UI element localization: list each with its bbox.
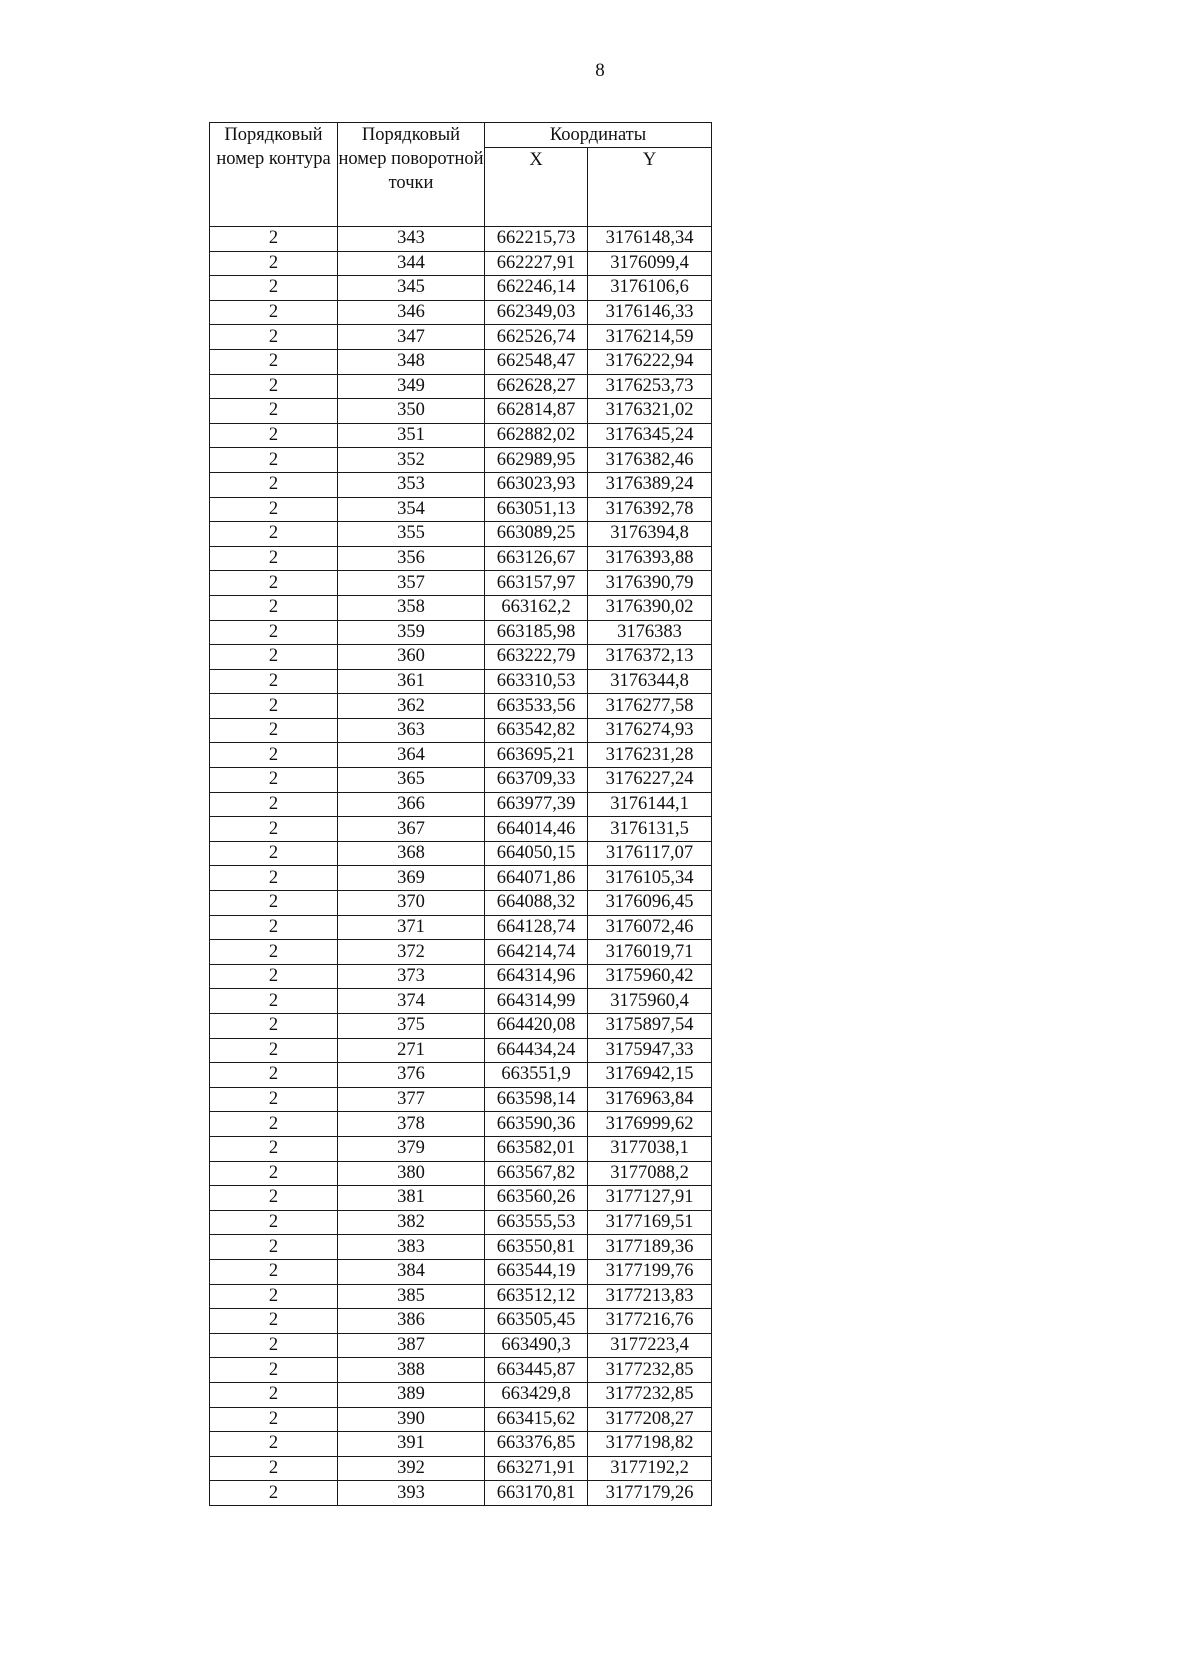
cell-x: 664420,08 — [485, 1014, 588, 1039]
cell-x: 662814,87 — [485, 399, 588, 424]
cell-contour-number: 2 — [210, 325, 338, 350]
cell-y: 3177192,2 — [588, 1456, 712, 1481]
cell-point-number: 359 — [338, 620, 485, 645]
cell-contour-number: 2 — [210, 571, 338, 596]
cell-x: 663126,67 — [485, 546, 588, 571]
cell-point-number: 349 — [338, 374, 485, 399]
cell-point-number: 345 — [338, 276, 485, 301]
cell-contour-number: 2 — [210, 1063, 338, 1088]
cell-y: 3177088,2 — [588, 1161, 712, 1186]
cell-point-number: 383 — [338, 1235, 485, 1260]
table-body — [210, 227, 712, 1506]
cell-contour-number: 2 — [210, 546, 338, 571]
cell-contour-number: 2 — [210, 1210, 338, 1235]
table-row — [210, 1309, 712, 1334]
cell-point-number: 377 — [338, 1087, 485, 1112]
cell-x: 663542,82 — [485, 718, 588, 743]
cell-contour-number: 2 — [210, 423, 338, 448]
cell-contour-number: 2 — [210, 1333, 338, 1358]
table-row — [210, 964, 712, 989]
cell-x: 663222,79 — [485, 645, 588, 670]
table-row — [210, 1456, 712, 1481]
cell-contour-number: 2 — [210, 448, 338, 473]
cell-point-number: 381 — [338, 1186, 485, 1211]
cell-y: 3177232,85 — [588, 1382, 712, 1407]
cell-x: 663512,12 — [485, 1284, 588, 1309]
cell-x: 664071,86 — [485, 866, 588, 891]
cell-point-number: 364 — [338, 743, 485, 768]
cell-point-number: 355 — [338, 522, 485, 547]
cell-x: 663162,2 — [485, 595, 588, 620]
cell-x: 663709,33 — [485, 768, 588, 793]
cell-y: 3176372,13 — [588, 645, 712, 670]
cell-x: 663550,81 — [485, 1235, 588, 1260]
cell-y: 3177189,36 — [588, 1235, 712, 1260]
cell-x: 662246,14 — [485, 276, 588, 301]
cell-x: 664434,24 — [485, 1038, 588, 1063]
cell-x: 664088,32 — [485, 891, 588, 916]
cell-contour-number: 2 — [210, 1259, 338, 1284]
table-row — [210, 1432, 712, 1457]
cell-contour-number: 2 — [210, 718, 338, 743]
table-row — [210, 1382, 712, 1407]
cell-y: 3176390,02 — [588, 595, 712, 620]
table-row — [210, 1481, 712, 1506]
table-row — [210, 1210, 712, 1235]
cell-y: 3176942,15 — [588, 1063, 712, 1088]
table-row — [210, 989, 712, 1014]
page-number: 8 — [595, 60, 605, 81]
cell-point-number: 376 — [338, 1063, 485, 1088]
cell-point-number: 352 — [338, 448, 485, 473]
cell-y: 3177169,51 — [588, 1210, 712, 1235]
cell-x: 663157,97 — [485, 571, 588, 596]
table-row — [210, 817, 712, 842]
cell-y: 3176321,02 — [588, 399, 712, 424]
cell-contour-number: 2 — [210, 1161, 338, 1186]
cell-point-number: 372 — [338, 940, 485, 965]
cell-x: 662628,27 — [485, 374, 588, 399]
cell-x: 663582,01 — [485, 1136, 588, 1161]
cell-y: 3176274,93 — [588, 718, 712, 743]
table-row — [210, 227, 712, 252]
cell-y: 3176277,58 — [588, 694, 712, 719]
cell-y: 3176963,84 — [588, 1087, 712, 1112]
cell-contour-number: 2 — [210, 1284, 338, 1309]
cell-point-number: 361 — [338, 669, 485, 694]
table-row — [210, 374, 712, 399]
cell-y: 3176146,33 — [588, 300, 712, 325]
cell-x: 663551,9 — [485, 1063, 588, 1088]
table-header — [210, 123, 712, 227]
cell-x: 663415,62 — [485, 1407, 588, 1432]
cell-x: 663023,93 — [485, 472, 588, 497]
cell-point-number: 344 — [338, 251, 485, 276]
cell-point-number: 390 — [338, 1407, 485, 1432]
cell-contour-number: 2 — [210, 768, 338, 793]
table-row — [210, 325, 712, 350]
cell-contour-number: 2 — [210, 817, 338, 842]
cell-y: 3177223,4 — [588, 1333, 712, 1358]
header-coordinates: Координаты — [485, 123, 712, 148]
cell-contour-number: 2 — [210, 645, 338, 670]
cell-y: 3176222,94 — [588, 349, 712, 374]
cell-point-number: 358 — [338, 595, 485, 620]
table-row — [210, 1136, 712, 1161]
table-row — [210, 768, 712, 793]
cell-point-number: 343 — [338, 227, 485, 252]
cell-contour-number: 2 — [210, 694, 338, 719]
cell-y: 3176392,78 — [588, 497, 712, 522]
cell-contour-number: 2 — [210, 964, 338, 989]
cell-x: 664214,74 — [485, 940, 588, 965]
cell-contour-number: 2 — [210, 1358, 338, 1383]
cell-y: 3176019,71 — [588, 940, 712, 965]
cell-contour-number: 2 — [210, 349, 338, 374]
cell-y: 3176131,5 — [588, 817, 712, 842]
cell-contour-number: 2 — [210, 276, 338, 301]
cell-x: 663185,98 — [485, 620, 588, 645]
table-row — [210, 1014, 712, 1039]
table-row — [210, 1235, 712, 1260]
cell-x: 663533,56 — [485, 694, 588, 719]
cell-point-number: 363 — [338, 718, 485, 743]
cell-point-number: 368 — [338, 841, 485, 866]
cell-point-number: 348 — [338, 349, 485, 374]
cell-point-number: 382 — [338, 1210, 485, 1235]
cell-x: 662526,74 — [485, 325, 588, 350]
table-row — [210, 571, 712, 596]
cell-y: 3177232,85 — [588, 1358, 712, 1383]
cell-point-number: 347 — [338, 325, 485, 350]
table-row — [210, 743, 712, 768]
table-row — [210, 891, 712, 916]
cell-x: 663598,14 — [485, 1087, 588, 1112]
cell-x: 663310,53 — [485, 669, 588, 694]
cell-contour-number: 2 — [210, 1014, 338, 1039]
cell-contour-number: 2 — [210, 1038, 338, 1063]
cell-point-number: 350 — [338, 399, 485, 424]
cell-y: 3176105,34 — [588, 866, 712, 891]
cell-x: 664128,74 — [485, 915, 588, 940]
cell-point-number: 365 — [338, 768, 485, 793]
cell-point-number: 360 — [338, 645, 485, 670]
cell-point-number: 389 — [338, 1382, 485, 1407]
cell-contour-number: 2 — [210, 743, 338, 768]
cell-x: 663505,45 — [485, 1309, 588, 1334]
cell-contour-number: 2 — [210, 1481, 338, 1506]
table-row — [210, 472, 712, 497]
cell-x: 663170,81 — [485, 1481, 588, 1506]
cell-y: 3176099,4 — [588, 251, 712, 276]
table-row — [210, 1186, 712, 1211]
header-contour-number: Порядковый номер контура — [210, 123, 338, 227]
cell-y: 3176345,24 — [588, 423, 712, 448]
cell-x: 663271,91 — [485, 1456, 588, 1481]
cell-y: 3177213,83 — [588, 1284, 712, 1309]
table-row — [210, 423, 712, 448]
table-row — [210, 1038, 712, 1063]
cell-y: 3176253,73 — [588, 374, 712, 399]
cell-contour-number: 2 — [210, 227, 338, 252]
cell-point-number: 371 — [338, 915, 485, 940]
header-point-number: Порядковый номер поворотной точки — [338, 123, 485, 227]
cell-y: 3176999,62 — [588, 1112, 712, 1137]
cell-y: 3177199,76 — [588, 1259, 712, 1284]
header-y: Y — [588, 148, 712, 227]
cell-x: 663695,21 — [485, 743, 588, 768]
cell-x: 662227,91 — [485, 251, 588, 276]
cell-contour-number: 2 — [210, 399, 338, 424]
cell-y: 3177038,1 — [588, 1136, 712, 1161]
cell-contour-number: 2 — [210, 1456, 338, 1481]
table-row — [210, 792, 712, 817]
cell-x: 663089,25 — [485, 522, 588, 547]
cell-x: 662215,73 — [485, 227, 588, 252]
cell-x: 664014,46 — [485, 817, 588, 842]
cell-x: 662349,03 — [485, 300, 588, 325]
cell-point-number: 370 — [338, 891, 485, 916]
cell-x: 663490,3 — [485, 1333, 588, 1358]
cell-contour-number: 2 — [210, 841, 338, 866]
table-row — [210, 300, 712, 325]
cell-y: 3175897,54 — [588, 1014, 712, 1039]
cell-point-number: 362 — [338, 694, 485, 719]
cell-point-number: 388 — [338, 1358, 485, 1383]
table-row — [210, 276, 712, 301]
cell-point-number: 353 — [338, 472, 485, 497]
cell-x: 662882,02 — [485, 423, 588, 448]
cell-y: 3176344,8 — [588, 669, 712, 694]
cell-contour-number: 2 — [210, 1087, 338, 1112]
table-row — [210, 1112, 712, 1137]
table-row — [210, 915, 712, 940]
cell-x: 662548,47 — [485, 349, 588, 374]
table-row — [210, 1333, 712, 1358]
cell-contour-number: 2 — [210, 1432, 338, 1457]
cell-y: 3176072,46 — [588, 915, 712, 940]
table-row — [210, 1284, 712, 1309]
cell-point-number: 356 — [338, 546, 485, 571]
cell-contour-number: 2 — [210, 1186, 338, 1211]
table-row — [210, 399, 712, 424]
cell-contour-number: 2 — [210, 1235, 338, 1260]
table-row — [210, 694, 712, 719]
cell-point-number: 384 — [338, 1259, 485, 1284]
cell-contour-number: 2 — [210, 1407, 338, 1432]
cell-x: 663429,8 — [485, 1382, 588, 1407]
cell-y: 3175960,4 — [588, 989, 712, 1014]
cell-y: 3176148,34 — [588, 227, 712, 252]
cell-contour-number: 2 — [210, 472, 338, 497]
cell-point-number: 380 — [338, 1161, 485, 1186]
cell-contour-number: 2 — [210, 915, 338, 940]
cell-contour-number: 2 — [210, 989, 338, 1014]
cell-point-number: 366 — [338, 792, 485, 817]
cell-y: 3177179,26 — [588, 1481, 712, 1506]
cell-x: 664314,99 — [485, 989, 588, 1014]
cell-point-number: 393 — [338, 1481, 485, 1506]
cell-point-number: 357 — [338, 571, 485, 596]
cell-contour-number: 2 — [210, 1112, 338, 1137]
cell-x: 663977,39 — [485, 792, 588, 817]
table-row — [210, 669, 712, 694]
cell-contour-number: 2 — [210, 522, 338, 547]
cell-x: 663051,13 — [485, 497, 588, 522]
cell-x: 663445,87 — [485, 1358, 588, 1383]
cell-contour-number: 2 — [210, 891, 338, 916]
table-row — [210, 251, 712, 276]
cell-point-number: 385 — [338, 1284, 485, 1309]
cell-x: 663560,26 — [485, 1186, 588, 1211]
cell-contour-number: 2 — [210, 1382, 338, 1407]
cell-point-number: 346 — [338, 300, 485, 325]
cell-y: 3176144,1 — [588, 792, 712, 817]
cell-point-number: 369 — [338, 866, 485, 891]
cell-point-number: 373 — [338, 964, 485, 989]
cell-x: 662989,95 — [485, 448, 588, 473]
cell-y: 3176117,07 — [588, 841, 712, 866]
cell-contour-number: 2 — [210, 620, 338, 645]
table-row — [210, 620, 712, 645]
cell-contour-number: 2 — [210, 497, 338, 522]
cell-x: 664314,96 — [485, 964, 588, 989]
cell-point-number: 351 — [338, 423, 485, 448]
cell-point-number: 386 — [338, 1309, 485, 1334]
cell-point-number: 379 — [338, 1136, 485, 1161]
cell-y: 3176389,24 — [588, 472, 712, 497]
cell-contour-number: 2 — [210, 374, 338, 399]
cell-x: 663590,36 — [485, 1112, 588, 1137]
table-row — [210, 718, 712, 743]
table-row — [210, 349, 712, 374]
cell-y: 3175947,33 — [588, 1038, 712, 1063]
table-row — [210, 1407, 712, 1432]
cell-y: 3176214,59 — [588, 325, 712, 350]
table-row — [210, 448, 712, 473]
cell-y: 3177127,91 — [588, 1186, 712, 1211]
cell-point-number: 375 — [338, 1014, 485, 1039]
cell-y: 3175960,42 — [588, 964, 712, 989]
cell-point-number: 392 — [338, 1456, 485, 1481]
cell-contour-number: 2 — [210, 300, 338, 325]
cell-y: 3177198,82 — [588, 1432, 712, 1457]
cell-x: 663544,19 — [485, 1259, 588, 1284]
header-x: X — [485, 148, 588, 227]
table-row — [210, 522, 712, 547]
cell-point-number: 374 — [338, 989, 485, 1014]
table-row — [210, 866, 712, 891]
cell-y: 3177216,76 — [588, 1309, 712, 1334]
coordinates-table — [209, 122, 712, 1506]
cell-contour-number: 2 — [210, 1309, 338, 1334]
table-row — [210, 1259, 712, 1284]
cell-y: 3176383 — [588, 620, 712, 645]
cell-point-number: 367 — [338, 817, 485, 842]
table-row — [210, 546, 712, 571]
cell-y: 3176393,88 — [588, 546, 712, 571]
table-row — [210, 1063, 712, 1088]
cell-point-number: 387 — [338, 1333, 485, 1358]
cell-x: 664050,15 — [485, 841, 588, 866]
cell-y: 3176382,46 — [588, 448, 712, 473]
cell-contour-number: 2 — [210, 940, 338, 965]
cell-contour-number: 2 — [210, 669, 338, 694]
cell-x: 663376,85 — [485, 1432, 588, 1457]
cell-y: 3177208,27 — [588, 1407, 712, 1432]
cell-y: 3176394,8 — [588, 522, 712, 547]
cell-y: 3176231,28 — [588, 743, 712, 768]
cell-point-number: 271 — [338, 1038, 485, 1063]
cell-y: 3176390,79 — [588, 571, 712, 596]
cell-x: 663567,82 — [485, 1161, 588, 1186]
table-row — [210, 595, 712, 620]
cell-y: 3176106,6 — [588, 276, 712, 301]
cell-point-number: 378 — [338, 1112, 485, 1137]
table-row — [210, 1161, 712, 1186]
cell-x: 663555,53 — [485, 1210, 588, 1235]
cell-contour-number: 2 — [210, 1136, 338, 1161]
cell-contour-number: 2 — [210, 792, 338, 817]
table-row — [210, 1087, 712, 1112]
table-row — [210, 497, 712, 522]
cell-point-number: 354 — [338, 497, 485, 522]
cell-contour-number: 2 — [210, 866, 338, 891]
table-row — [210, 645, 712, 670]
table-row — [210, 940, 712, 965]
cell-y: 3176227,24 — [588, 768, 712, 793]
cell-point-number: 391 — [338, 1432, 485, 1457]
cell-contour-number: 2 — [210, 595, 338, 620]
cell-y: 3176096,45 — [588, 891, 712, 916]
cell-contour-number: 2 — [210, 251, 338, 276]
table-row — [210, 841, 712, 866]
table-row — [210, 1358, 712, 1383]
